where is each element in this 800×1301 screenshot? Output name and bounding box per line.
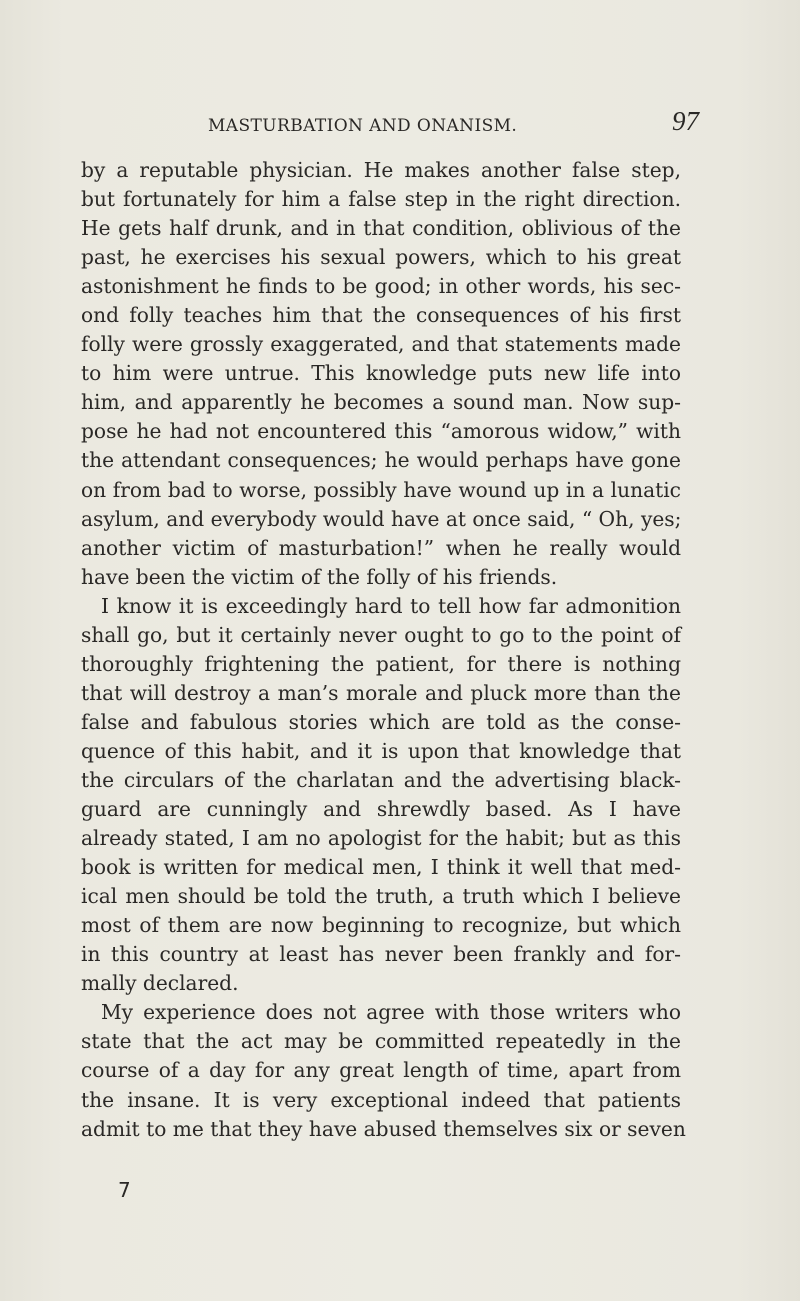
text-line: folly were grossly exaggerated, and that statements made — [81, 332, 681, 357]
text-line: He gets half drunk, and in that condition, oblivious of the — [81, 216, 681, 241]
page-number: 97 — [672, 106, 699, 136]
text-line: shall go, but it certainly never ought to go to the point of — [81, 622, 681, 647]
text-line: the insane. It is very exceptional indeed that patients — [81, 1087, 681, 1112]
text-line: past, he exercises his sexual powers, which to his great — [81, 245, 681, 270]
text-line: asylum, and everybody would have at once said, “ Oh, yes; — [81, 506, 682, 531]
text-line: astonishment he finds to be good; in other words, his sec- — [81, 274, 681, 299]
text-line: already stated, I am no apologist for the habit; but as this — [81, 826, 681, 851]
text-line: that will destroy a man’s morale and pluck more than the — [81, 680, 681, 705]
running-header: MASTURBATION AND ONANISM. — [208, 116, 518, 136]
signature-mark: 7 — [118, 1178, 131, 1202]
text-line: to him were untrue. This knowledge puts new life into — [81, 361, 681, 386]
text-line: another victim of masturbation!” when he really would — [81, 535, 681, 560]
text-line: state that the act may be committed repeatedly in the — [81, 1029, 681, 1054]
text-line: on from bad to worse, possibly have wound up in a lunatic — [81, 477, 681, 502]
body-text — [81, 156, 686, 1144]
text-line: ond folly teaches him that the consequences of his first — [81, 303, 681, 328]
text-line: false and fabulous stories which are told as the conse- — [81, 709, 681, 734]
text-line: have been the victim of the folly of his friends. — [81, 564, 558, 589]
text-line: ical men should be told the truth, a truth which I believe — [81, 884, 681, 909]
text-line: I know it is exceedingly hard to tell how far admonition — [101, 593, 681, 618]
text-line: the attendant consequences; he would perhaps have gone — [81, 448, 681, 473]
text-line: by a reputable physician. He makes another false step, — [81, 158, 681, 182]
text-line: quence of this habit, and it is upon that knowledge that — [81, 738, 681, 763]
text-line: him, and apparently he becomes a sound man. Now sup- — [81, 390, 681, 415]
text-line: but fortunately for him a false step in the right direction. — [81, 187, 681, 212]
text-line: guard are cunningly and shrewdly based. As I have — [81, 797, 681, 822]
text-line: admit to me that they have abused themselves six or seven — [81, 1116, 686, 1141]
text-line: pose he had not encountered this “amorous widow,” with — [81, 419, 681, 444]
text-line: thoroughly frightening the patient, for there is nothing — [81, 651, 681, 676]
text-line: the circulars of the charlatan and the advertising black- — [81, 767, 681, 792]
text-line: most of them are now beginning to recognize, but which — [81, 913, 681, 938]
text-line: My experience does not agree with those writers who — [101, 1000, 681, 1025]
text-line: mally declared. — [81, 971, 239, 996]
text-line: in this country at least has never been frankly and for- — [81, 942, 681, 967]
text-line: book is written for medical men, I think it well that med- — [81, 855, 681, 880]
text-line: course of a day for any great length of time, apart from — [81, 1058, 681, 1083]
